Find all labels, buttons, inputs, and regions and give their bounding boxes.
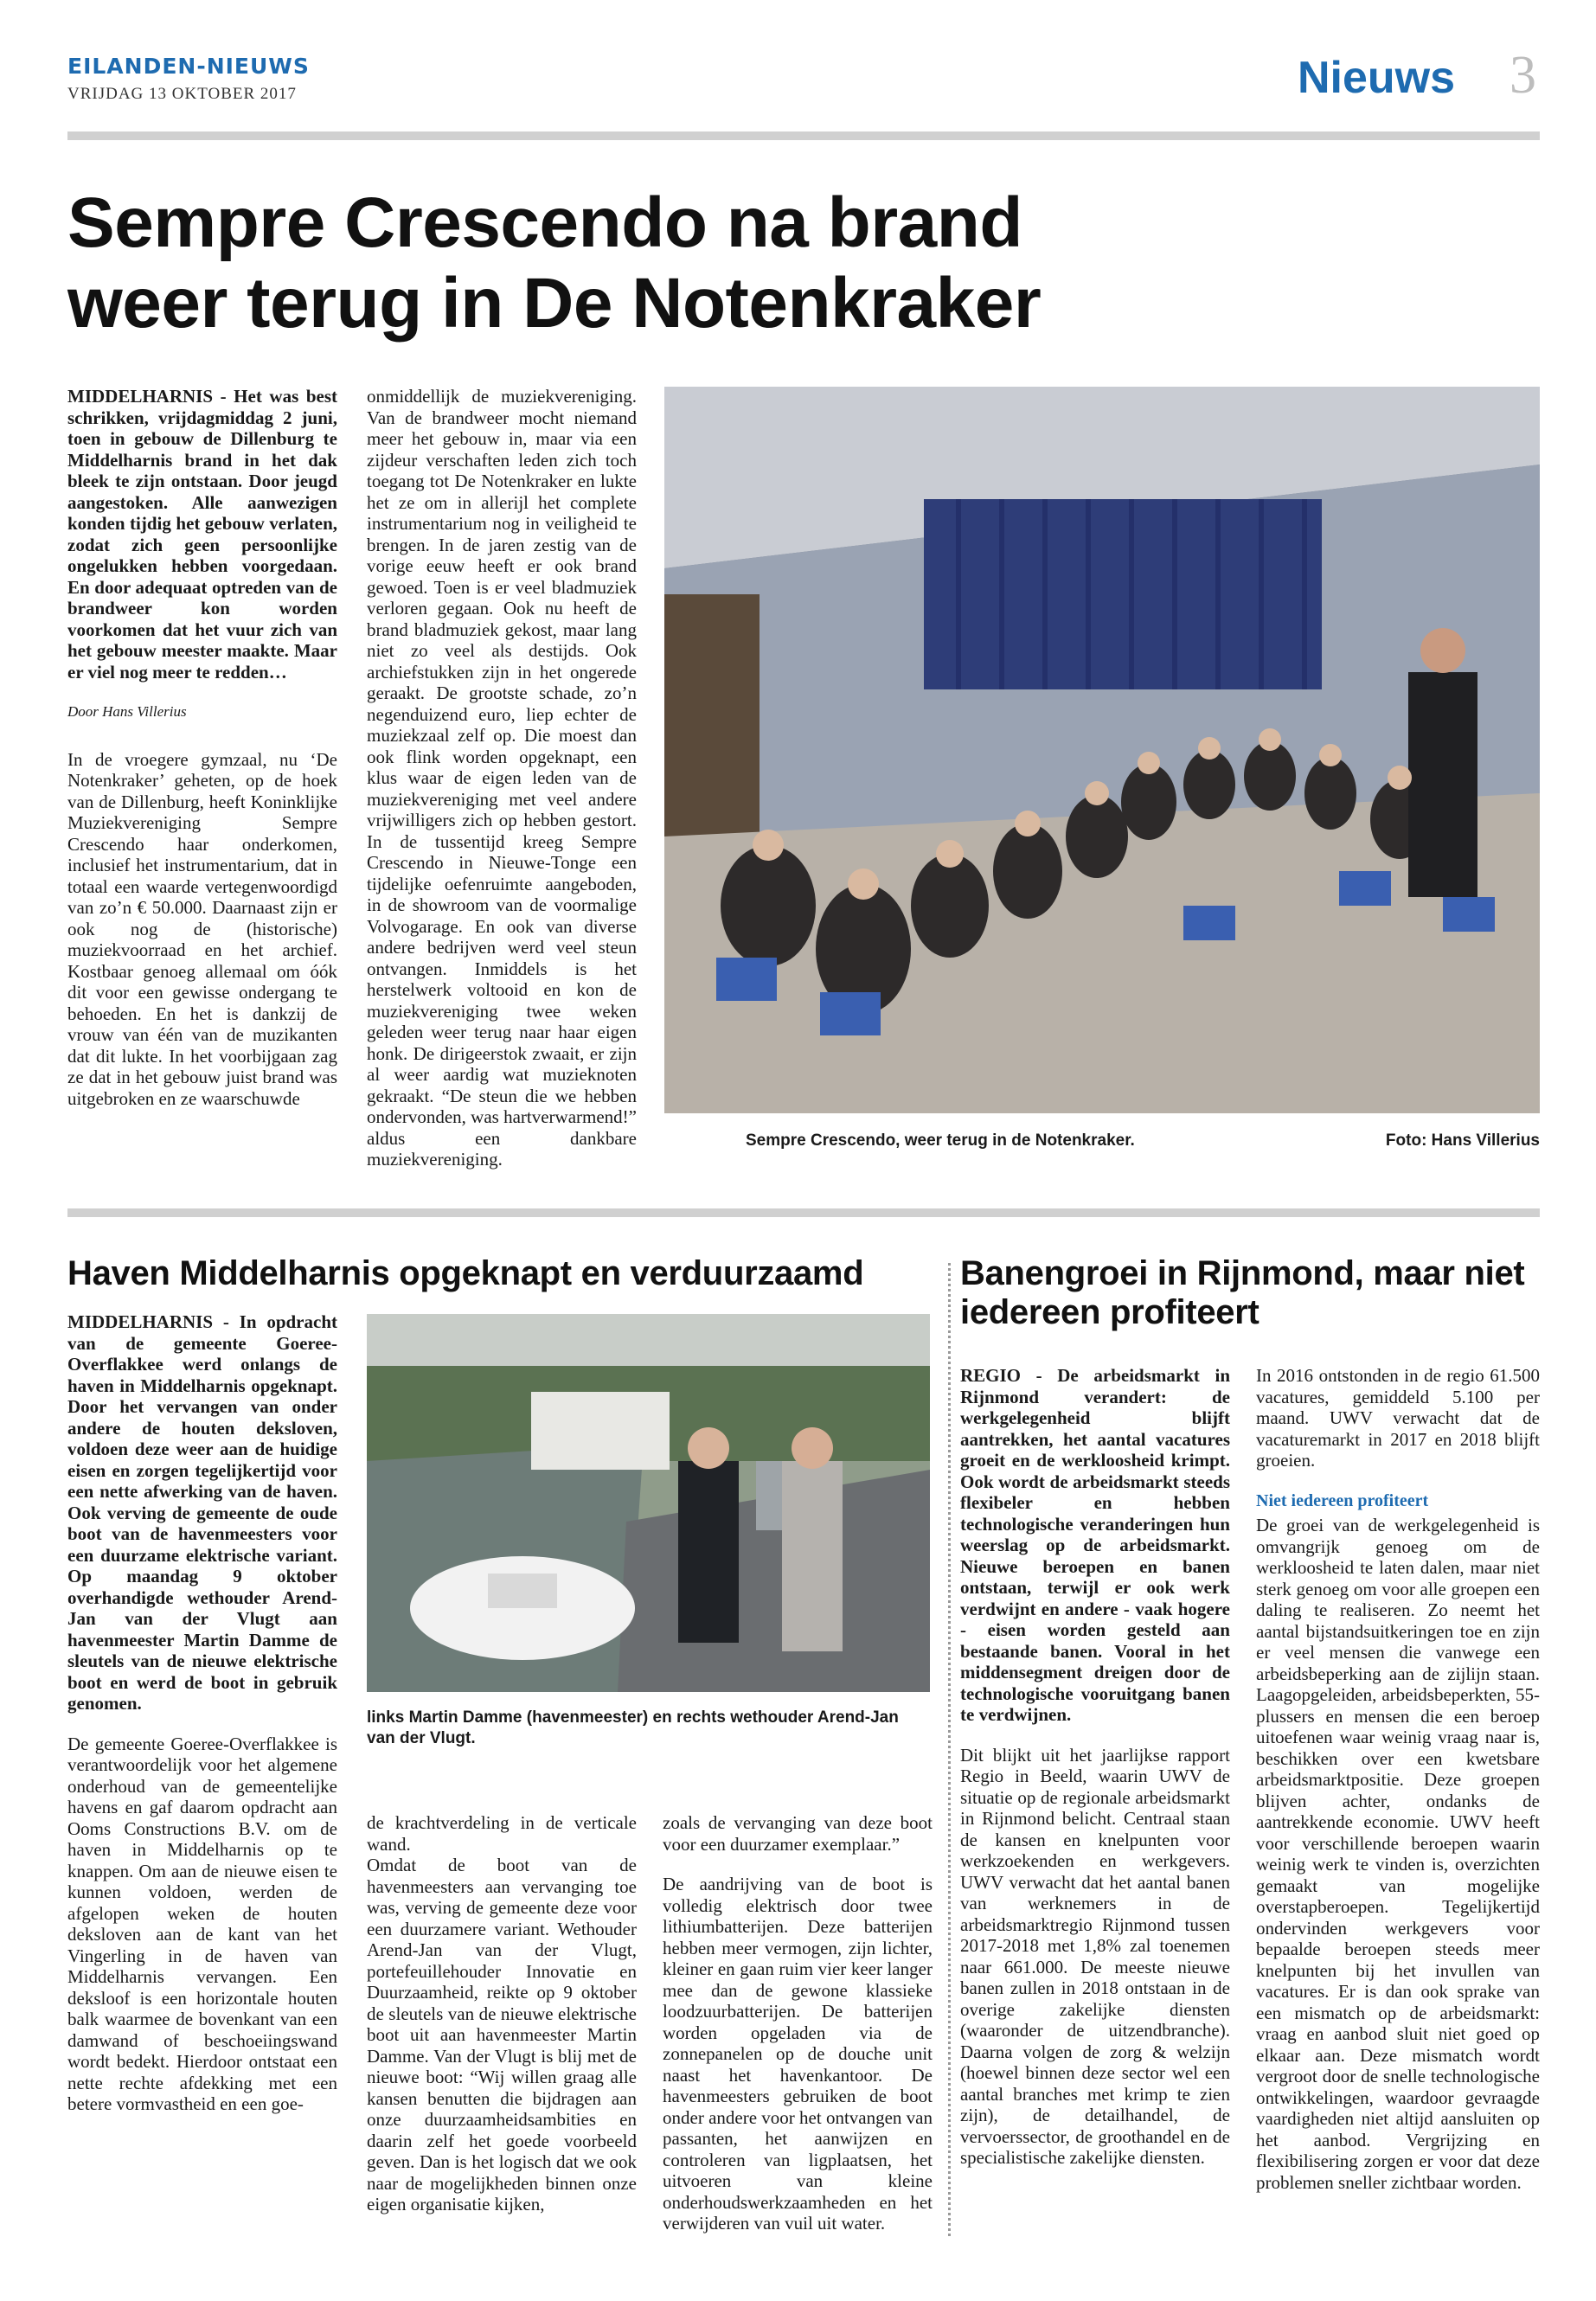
article2-column-2: [367, 1812, 637, 2234]
article2-body-3a: zoals de vervanging van deze boot voor een duurzamer exemplaar.”: [663, 1812, 933, 1855]
article1-column-2: [367, 386, 637, 1189]
article2-body-1: De gemeente Goeree-Overflakkee is verantwoordelijk voor het algemene onderhoud van de gemeentelijke havens en gaf daarom opdracht aan Ooms Constructions B.V. om de haven in Middelharnis op te knappen. Om aan de nieuwe eisen te kunnen voldoen, werden de afgelopen weken de houten deksloven aan de kant van het Vingerling in de haven van Middelharnis vervangen. Een deksloof is een horizontale houten balk waarmee de bovenkant van een damwand of beschoeiingswand wordt bedekt. Hierdoor ontstaat een nette rechte afdekking met een betere vormvastheid en een goe-: [67, 1733, 337, 2114]
article2-body-2a: de krachtverdeling in de verticale wand.: [367, 1812, 637, 1855]
section-divider: [67, 1208, 1540, 1217]
issue-date: VRIJDAG 13 OKTOBER 2017: [67, 85, 297, 103]
article2-body-3b: De aandrijving van de boot is volledig elektrisch door twee lithiumbatterijen. Deze batterijen hebben meer vermogen, zijn lichter, kleiner en gaan ruim vier keer langer mee dan de gewone klassieke loodzuurbatterijen. De batterijen worden opgeladen via de zonnepanelen op de douche unit naast het havenkantoor. De havenmeesters gebruiken de boot onder andere voor het ontvangen van passanten, het aanwijzen en controleren van ligplaatsen, het uitvoeren van kleine onderhoudswerkzaamheden en het verwijderen van vuil uit water.: [663, 1874, 933, 2234]
article2-column-3: [663, 1812, 933, 2253]
article1-photo-credit: Foto: Hans Villerius: [1385, 1131, 1540, 1150]
article3-column-1: [960, 1365, 1230, 2188]
article1-headline: Sempre Crescendo na brand weer terug in De Notenkraker: [67, 183, 1042, 343]
article3-body-2a: In 2016 ontstonden in de regio 61.500 vacatures, gemiddeld 5.100 per maand. UWV verwacht dat de vacaturemarkt in 2017 en 2018 blijft groeien.: [1256, 1365, 1540, 1471]
article1-lead: MIDDELHARNIS - Het was best schrikken, vrijdagmiddag 2 juni, toen in gebouw de Dillenburg te Middelharnis brand in het dak bleek te zijn ontstaan. Door jeugd aangestoken. Alle aanwezigen konden tijdig het gebouw verlaten, zodat zich geen persoonlijke ongelukken hebben voorgedaan. En door adequaat optreden van de brandweer kon worden voorkomen dat het vuur zich van het gebouw meester maakte. Maar er viel nog meer te redden…: [67, 386, 337, 683]
article1-photo-caption: Sempre Crescendo, weer terug in de Notenkraker.: [746, 1131, 1135, 1150]
header-rule: [67, 131, 1540, 140]
article3-lead: REGIO - De arbeidsmarkt in Rijnmond verandert: de werkgelegenheid blijft aantrekken, het aantal vacatures groeit en de werkloosheid krimpt. Ook wordt de arbeidsmarkt steeds flexibeler en hebben technologische veranderingen hun weerslag op de arbeidsmarkt. Nieuwe beroepen en banen ontstaan, terwijl er ook werk verdwijnt en andere - vaak hogere - eisen worden gesteld aan bestaande banen. Vooral in het middensegment dreigen door de technologische vooruitgang banen te verdwijnen.: [960, 1365, 1230, 1725]
article1-body-1: In de vroegere gymzaal, nu ‘De Notenkraker’ geheten, op de hoek van de Dillenburg, heeft Koninklijke Muziekvereniging Sempre Crescendo haar onderkomen, inclusief het instrumentarium, dat in totaal een waarde vertegenwoordigd van zo’n € 50.000. Daarnaast zijn er ook nog de (historische) muziekvoorraad en het archief. Kostbaar genoeg allemaal om óók dit voor een gewisse ondergang te behoeden. En het is dankzij de vrouw van één van de muzikanten dat dit lukte. In het voorbijgaan zag ze dat in het gebouw juist brand was uitgebroken en ze waarschuwde: [67, 748, 337, 1109]
article1-body-2: onmiddellijk de muziekvereniging. Van de brandweer mocht niemand meer het gebouw in, maar via een zijdeur verschaften leden zich toch toegang tot De Notenkraker en lukte het ze om in allerijl het complete instrumentarium nog in veiligheid te brengen. In de jaren zestig van de vorige eeuw heeft er ook brand gewoed. Toen is er veel bladmuziek verloren gegaan. Ook nu heeft de brand bladmuziek gekost, maar lang niet zo veel als destijds. Ook archiefstukken zijn in het ongerede geraakt. De grootste schade, zo’n negenduizend euro, liep echter de muziekzaal zelf op. Die moest dan ook flink worden opgeknapt, een klus waar de eigen leden van de muziekvereniging met veel andere vrijwilligers zich op hebben gestort. In de tussentijd kreeg Sempre Crescendo in Nieuwe-Tonge een tijdelijke oefenruimte aangeboden, in de showroom van de voormalige Volvogarage. En ook van diverse andere bedrijven werd veel steun ontvangen. Inmiddels is het herstelwerk voltooid en kon de muziekvereniging twee weken geleden weer terug naar haar eigen honk. De dirigeerstok zwaait, er zijn al weer aardig wat muzieknoten gekraakt. “De steun die we hebben ondervonden, was hartverwarmend!” aldus een dankbare muziekvereniging.: [367, 386, 637, 1170]
article3-column-2: [1256, 1365, 1540, 2212]
article2-photo-caption: links Martin Damme (havenmeester) en rechts wethouder Arend-Jan van der Vlugt.: [367, 1708, 899, 1747]
article2-lead: MIDDELHARNIS - In opdracht van de gemeente Goeree-Overflakkee werd onlangs de haven in Middelharnis opgeknapt. Door het vervangen van onder andere de houten deksloven, voldoen deze weer aan de huidige eisen en zorgen tegelijkertijd voor een nette afwerking van de haven. Ook verving de gemeente de oude boot van de havenmeesters voor een duurzame elektrische variant. Op maandag 9 oktober overhandigde wethouder Arend-Jan van der Vlugt aan havenmeester Martin Damme de sleutels van de nieuwe elektrische boot en werd de boot in gebruik genomen.: [67, 1311, 337, 1714]
article2-column-1: [67, 1311, 337, 2134]
section-title: Nieuws: [1298, 53, 1456, 103]
article3-headline: Banengroei in Rijnmond, maar niet iedereen profiteert: [960, 1254, 1525, 1332]
page-number: 3: [1509, 46, 1536, 105]
article2-body-2b: Omdat de boot van de havenmeesters aan vervanging toe was, verving de gemeente deze voor een duurzamere variant. Wethouder Arend-Jan van der Vlugt, portefeuillehouder Innovatie en Duurzaamheid, reikte op 9 oktober de sleutels van de nieuwe elektrische boot uit aan havenmeester Martin Damme. Van der Vlugt is blij met de nieuwe boot: “Wij willen graag alle kansen benutten die bijdragen aan onze duurzaamheidsambities en daarin zelf het goede voorbeeld geven. Dan is het logisch dat we ook naar de mogelijkheden binnen onze eigen organisatie kijken,: [367, 1855, 637, 2214]
column-divider: [948, 1263, 951, 2236]
band-rehearsal-photo: [664, 387, 1540, 1113]
article3-body-2b: De groei van de werkgelegenheid is omvangrijk genoeg om de werkloosheid te laten dalen, maar niet sterk genoeg om voor alle groepen een daling te realiseren. Zo neemt het aantal bijstandsuitkeringen toe en zijn er veel mensen die vanwege een arbeidsbeperking aan de zijlijn staan. Laagopgeleiden, arbeidsbeperkten, 55-plussers en mensen die een beroep uitoefenen waar weinig vraag naar is, beschikken over een kwetsbare arbeidsmarktpositie. Deze groepen blijven achter, ondanks de aantrekkende economie. UWV heeft voor verschillende beroepen waarin weinig werk te vinden is, overzichten gemaakt van mogelijke overstapberoepen. Tegelijkertijd ondervinden werkgevers voor bepaalde beroepen steeds meer knelpunten bij het invullen van vacatures. Er is dan ook sprake van een mismatch op de arbeidsmarkt: vraag en aanbod sluit niet goed op elkaar aan. Deze mismatch wordt vergroot door de snelle technologische ontwikkelingen, waardoor gevraagde vaardigheden niet altijd aansluiten op het aanbod. Vergrijzing en flexibilisering zorgen er voor dat deze problemen sneller zichtbaar worden.: [1256, 1515, 1540, 2193]
article1-author: Door Hans Villerius: [67, 703, 187, 720]
masthead-logo: EILANDEN-NIEUWS: [67, 54, 310, 79]
article1-column-1: [67, 386, 337, 1128]
article3-body-1: Dit blijkt uit het jaarlijkse rapport Regio in Beeld, waarin UWV de situatie op de regionale arbeidsmarkt in Rijnmond belicht. Centraal staan de kansen en knelpunten voor werkzoekenden en werkgevers. UWV verwacht dat het aantal banen van werknemers in de arbeidsmarktregio Rijnmond tussen 2017-2018 met 1,8% zal toenemen naar 661.000. De meeste nieuwe banen zullen in 2018 ontstaan in de overige zakelijke diensten (waaronder de uitzendbranche). Daarna volgen de zorg & welzijn (hoewel binnen deze sector wel een aantal branches met krimp te zien zijn), de detailhandel, de vervoerssector, de groothandel en de specialistische zakelijke diensten.: [960, 1744, 1230, 2168]
harbour-handover-photo: [367, 1314, 930, 1692]
article2-headline: Haven Middelharnis opgeknapt en verduurzaamd: [67, 1254, 864, 1292]
article3-subhead: Niet iedereen profiteert: [1256, 1490, 1429, 1510]
